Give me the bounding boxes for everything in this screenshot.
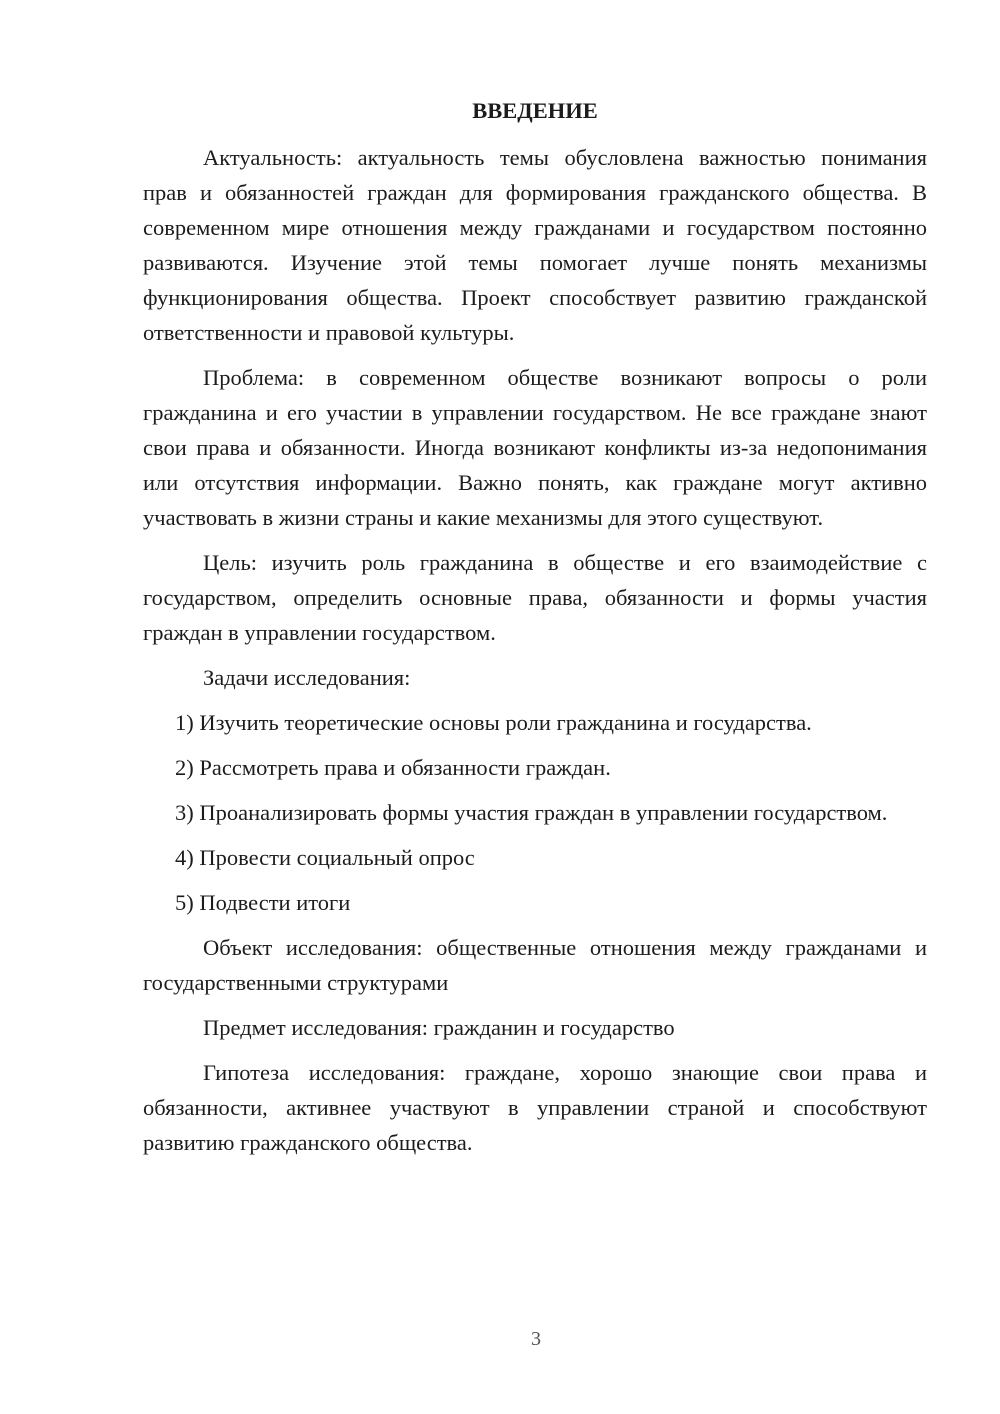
page-title: ВВЕДЕНИЕ [472,98,598,123]
object-paragraph: Объект исследования: общественные отношения между гражданами и государственными структурами [143,935,927,995]
relevance-paragraph: Актуальность: актуальность темы обусловлена важностью понимания прав и обязанностей граждан для формирования гражданского общества. В современном мире отношения между гражданами и государством постоянно развиваются. Изучение этой темы помогает лучше понять механизмы функционирования общества. Проект способствует развитию гражданской ответственности и правовой культуры. [143,145,927,345]
task-item-1: 1) Изучить теоретические основы роли гражданина и государства. [175,710,812,735]
task-item-5: 5) Подвести итоги [175,890,351,915]
tasks-title: Задачи исследования: [203,665,411,690]
task-item-4: 4) Провести социальный опрос [175,845,475,870]
goal-paragraph: Цель: изучить роль гражданина в обществе и его взаимодействие с государством, определить основные права, обязанности и формы участия граждан в управлении государством. [143,550,927,645]
subject-paragraph: Предмет исследования: гражданин и государство [203,1015,675,1040]
task-item-2: 2) Рассмотреть права и обязанности граждан. [175,755,611,780]
task-item-3: 3) Проанализировать формы участия граждан в управлении государством. [175,800,888,825]
hypothesis-paragraph: Гипотеза исследования: граждане, хорошо знающие свои права и обязанности, активнее участвуют в управлении страной и способствуют развитию гражданского общества. [143,1060,927,1155]
page-number: 3 [531,1328,541,1350]
problem-paragraph: Проблема: в современном обществе возникают вопросы о роли гражданина и его участии в управлении государством. Не все граждане знают свои права и обязанности. Иногда возникают конфликты из-за недопонимания или отсутствия информации. Важно понять, как граждане могут активно участвовать в жизни страны и какие механизмы для этого существуют. [143,365,927,530]
document-page [143,93,927,1170]
